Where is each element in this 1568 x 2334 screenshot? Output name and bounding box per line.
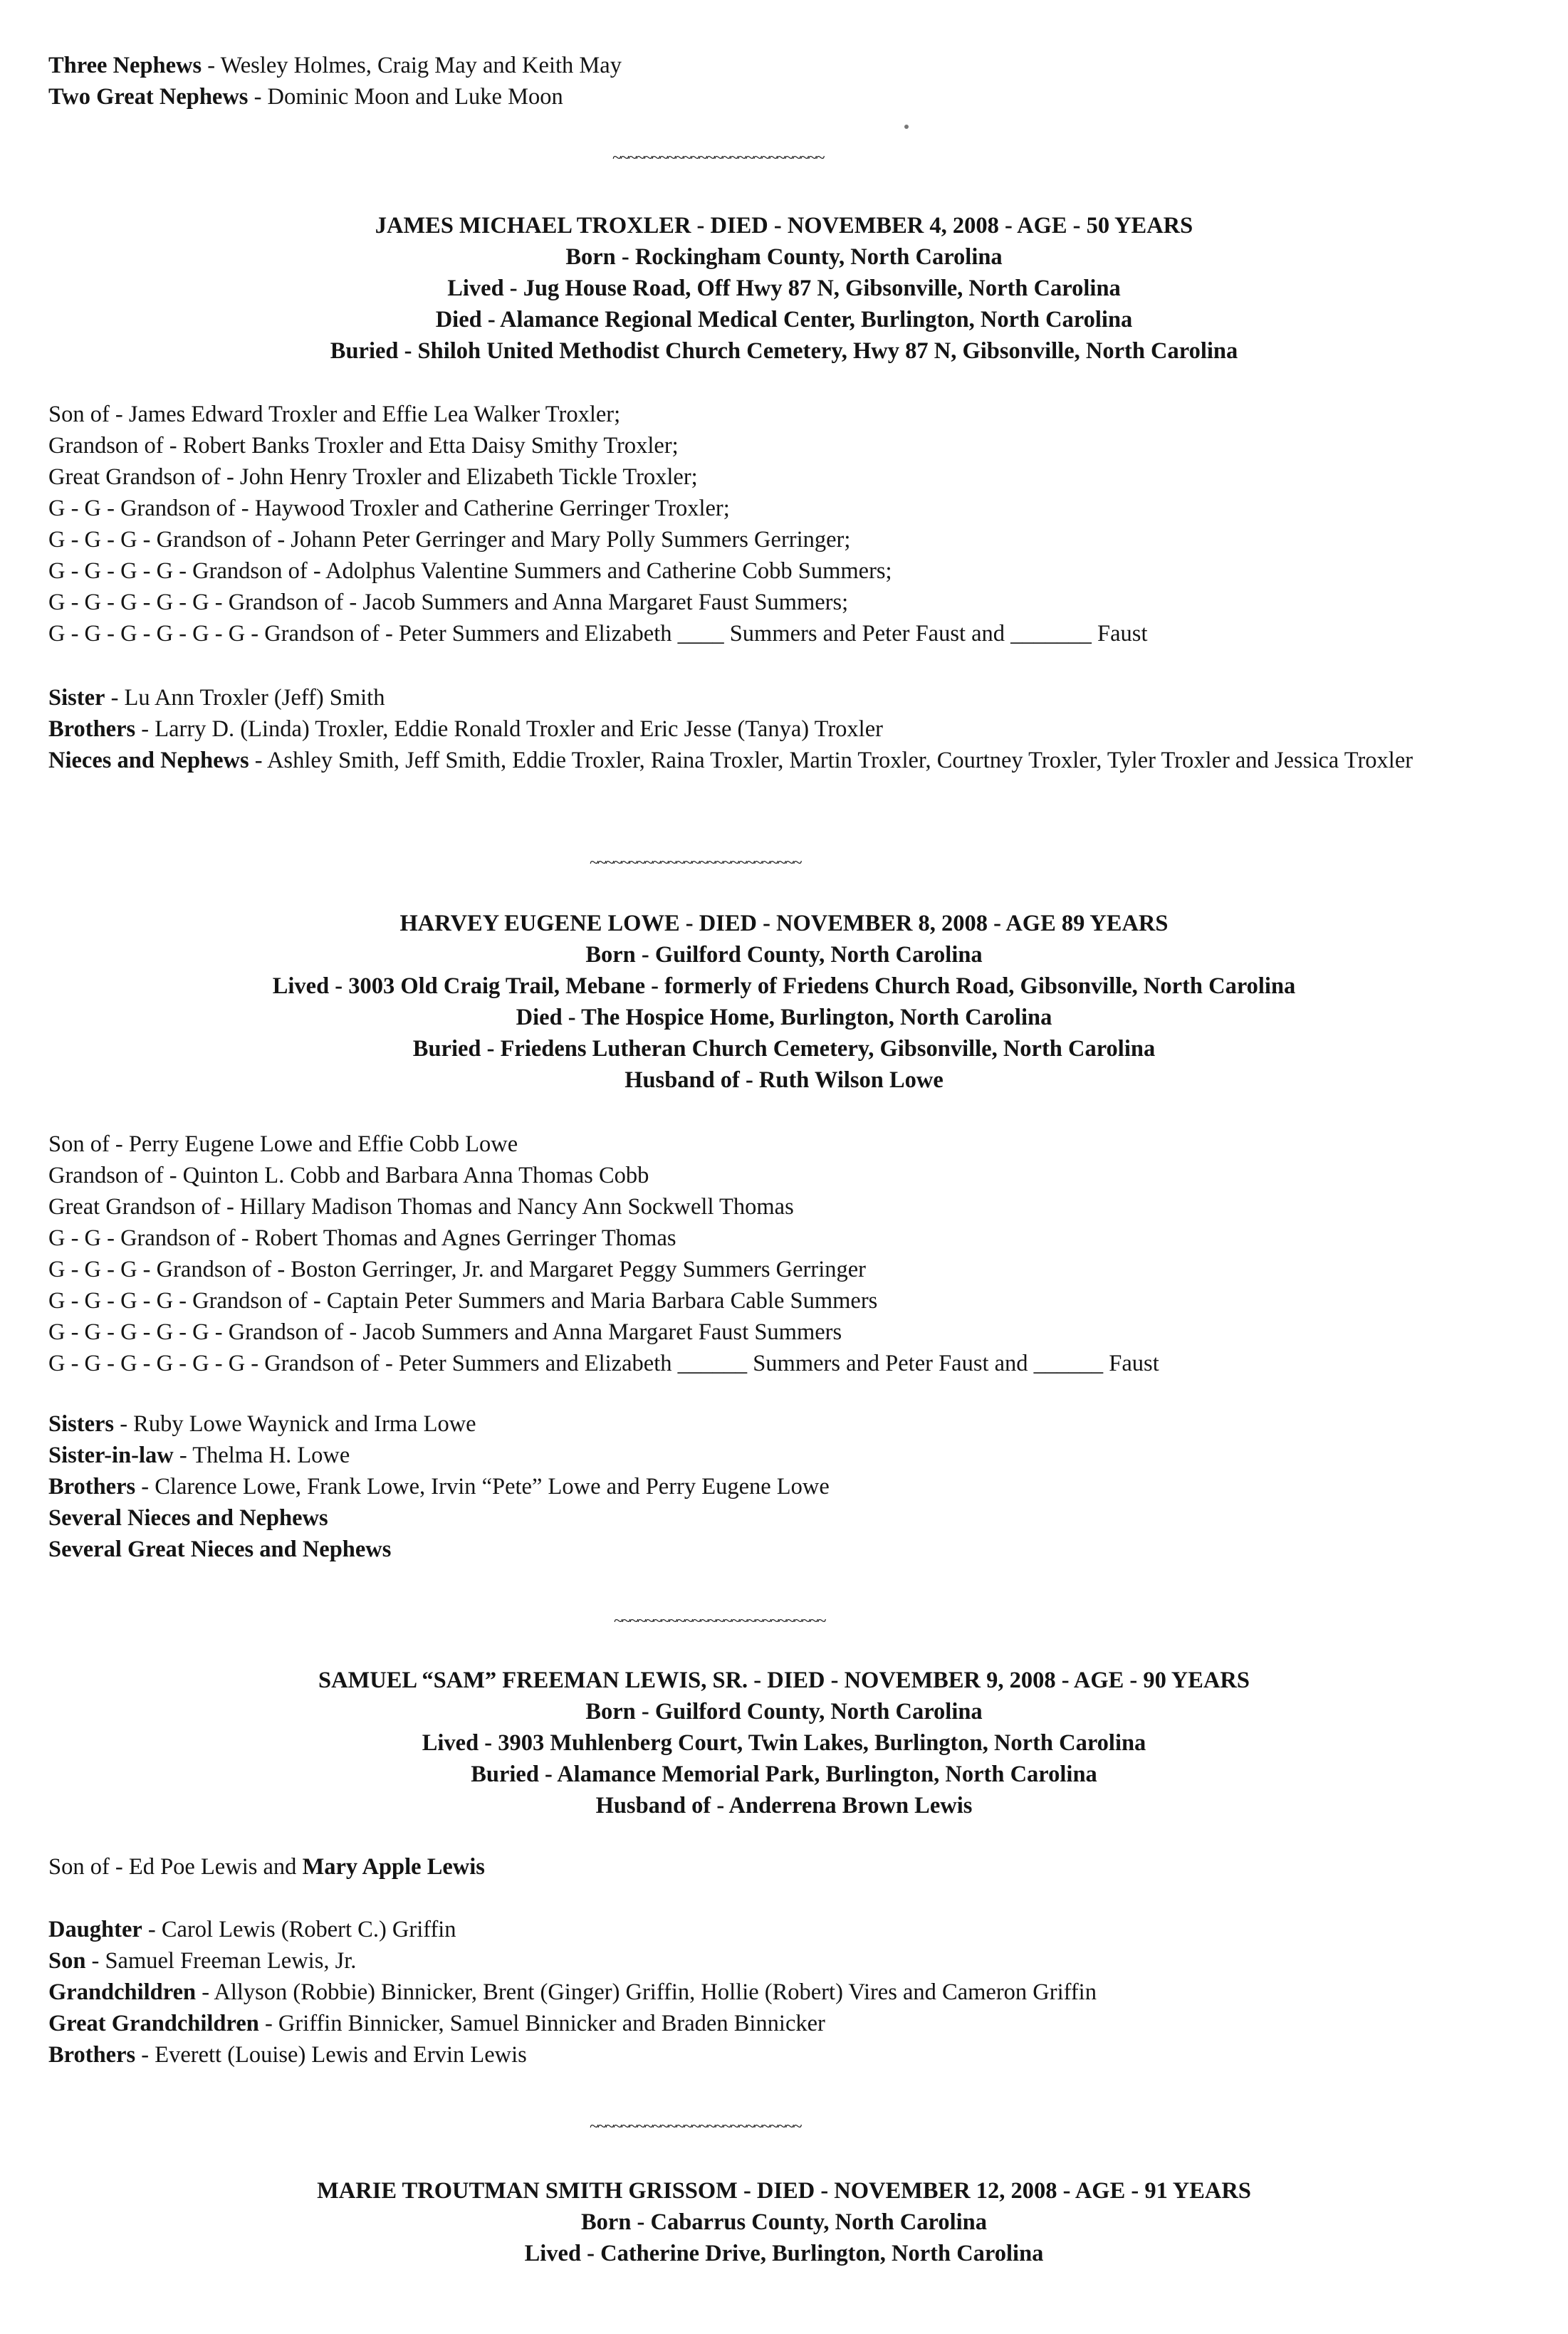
lived-line: Lived - Jug House Road, Off Hwy 87 N, Gibsonville, North Carolina <box>447 276 1121 301</box>
husband-line: Husband of - Anderrena Brown Lewis <box>595 1793 973 1818</box>
family-line <box>48 1502 1530 1534</box>
relation-label: Grandchildren <box>48 1979 197 2005</box>
born-line: Born - Guilford County, North Carolina <box>585 1699 983 1725</box>
lineage-line: Great Grandson of - Hillary Madison Thomas and Nancy Ann Sockwell Thomas <box>48 1194 794 1220</box>
troxler-lineage <box>48 399 1530 649</box>
lineage-line: Grandson of - Quinton L. Cobb and Barbara Anna Thomas Cobb <box>48 1163 649 1188</box>
relation-label: Sister <box>48 685 105 711</box>
lineage-line: Son of - Ed Poe Lewis and Mary Apple Lewis <box>48 1854 485 1880</box>
family-line: Sister - Lu Ann Troxler (Jeff) Smith <box>48 685 385 711</box>
relation-label: Daughter <box>48 1917 142 1942</box>
family-line: Grandchildren - Allyson (Robbie) Binnicker, Brent (Ginger) Griffin, Hollie (Robert) Vires and Cameron Griffin <box>48 1979 1097 2005</box>
died-line: Died - Alamance Regional Medical Center, Burlington, North Carolina <box>435 307 1133 333</box>
relation-label: Nieces and Nephews <box>48 748 249 773</box>
troxler-family <box>48 682 1530 776</box>
relation-label: Brothers <box>48 716 136 742</box>
troxler-header-block <box>0 210 1568 367</box>
husband-line: Husband of - Ruth Wilson Lowe <box>624 1067 944 1093</box>
lineage-line: G - G - Grandson of - Robert Thomas and Agnes Gerringer Thomas <box>48 1225 676 1251</box>
family-line <box>48 1534 1530 1565</box>
lineage-line: G - G - G - G - Grandson of - Captain Peter Summers and Maria Barbara Cable Summers <box>48 1288 878 1314</box>
lineage-line: G - G - G - G - Grandson of - Adolphus Valentine Summers and Catherine Cobb Summers; <box>48 558 892 584</box>
relation-label: Two Great Nephews <box>48 84 249 110</box>
family-line: Daughter - Carol Lewis (Robert C.) Griffin <box>48 1917 456 1942</box>
buried-line: Buried - Friedens Lutheran Church Cemetery, Gibsonville, North Carolina <box>412 1036 1156 1062</box>
relation-label: Several Great Nieces and Nephews <box>48 1537 392 1562</box>
lewis-header-block <box>0 1665 1568 1821</box>
lewis-family <box>48 1914 1530 2071</box>
family-line: Nieces and Nephews - Ashley Smith, Jeff Smith, Eddie Troxler, Raina Troxler, Martin Troxler, Courtney Troxler, Tyler Troxler and Jessica Troxler <box>48 748 1413 773</box>
divider: ~~~~~~~~~~~~~~~~~~~~~~~~~~~ <box>612 149 824 167</box>
obituary-heading: MARIE TROUTMAN SMITH GRISSOM - DIED - NOVEMBER 12, 2008 - AGE - 91 YEARS <box>317 2178 1251 2204</box>
lineage-line: Son of - Perry Eugene Lowe and Effie Cobb Lowe <box>48 1131 518 1157</box>
buried-line: Buried - Alamance Memorial Park, Burlington, North Carolina <box>471 1762 1097 1787</box>
lineage-line: Great Grandson of - John Henry Troxler and Elizabeth Tickle Troxler; <box>48 464 698 490</box>
family-line: Great Grandchildren - Griffin Binnicker, Samuel Binnicker and Braden Binnicker <box>48 2011 825 2036</box>
scan-speck <box>904 125 909 129</box>
relation-label: Brothers <box>48 1474 136 1500</box>
buried-line: Buried - Shiloh United Methodist Church Cemetery, Hwy 87 N, Gibsonville, North Carolina <box>330 338 1238 364</box>
divider: ~~~~~~~~~~~~~~~~~~~~~~~~~~~ <box>590 2118 801 2136</box>
relation-label: Sisters <box>48 1411 115 1437</box>
relation-label: Son <box>48 1948 86 1974</box>
family-line: Son - Samuel Freeman Lewis, Jr. <box>48 1948 357 1974</box>
lowe-header-block <box>0 908 1568 1096</box>
lineage-line: Son of - James Edward Troxler and Effie Lea Walker Troxler; <box>48 402 621 427</box>
relation-label: Sister-in-law <box>48 1443 174 1468</box>
died-line: Died - The Hospice Home, Burlington, North Carolina <box>516 1005 1052 1030</box>
obituary-heading: HARVEY EUGENE LOWE - DIED - NOVEMBER 8, 2008 - AGE 89 YEARS <box>399 911 1169 936</box>
lineage-line: G - G - G - G - G - G - Grandson of - Peter Summers and Elizabeth ____ Summers and Peter Faust and _______ Faust <box>48 621 1148 647</box>
lowe-family <box>48 1408 1530 1565</box>
lineage-line: G - G - G - G - G - G - Grandson of - Peter Summers and Elizabeth ______ Summers and Peter Faust and ______ Faust <box>48 1351 1159 1376</box>
lived-line: Lived - 3003 Old Craig Trail, Mebane - formerly of Friedens Church Road, Gibsonville, North Carolina <box>272 973 1296 999</box>
lewis-lineage <box>48 1851 1530 1883</box>
born-line: Born - Cabarrus County, North Carolina <box>580 2209 987 2235</box>
lineage-line: G - G - G - Grandson of - Johann Peter Gerringer and Mary Polly Summers Gerringer; <box>48 527 851 553</box>
lived-line: Lived - Catherine Drive, Burlington, North Carolina <box>524 2241 1044 2266</box>
family-line: Brothers - Clarence Lowe, Frank Lowe, Irvin “Pete” Lowe and Perry Eugene Lowe <box>48 1474 830 1500</box>
obituary-heading: JAMES MICHAEL TROXLER - DIED - NOVEMBER 4, 2008 - AGE - 50 YEARS <box>375 213 1193 239</box>
family-line: Brothers - Larry D. (Linda) Troxler, Eddie Ronald Troxler and Eric Jesse (Tanya) Troxler <box>48 716 883 742</box>
family-line: Sister-in-law - Thelma H. Lowe <box>48 1443 350 1468</box>
lineage-line: G - G - G - Grandson of - Boston Gerringer, Jr. and Margaret Peggy Summers Gerringer <box>48 1257 866 1282</box>
family-line: Three Nephews - Wesley Holmes, Craig May and Keith May <box>48 53 622 78</box>
born-line: Born - Rockingham County, North Carolina <box>565 244 1003 270</box>
lineage-line: G - G - G - G - G - Grandson of - Jacob Summers and Anna Margaret Faust Summers <box>48 1319 842 1345</box>
relation-label: Three Nephews <box>48 53 202 78</box>
born-line: Born - Guilford County, North Carolina <box>585 942 983 968</box>
relation-label: Great Grandchildren <box>48 2011 259 2036</box>
relation-label: Several Nieces and Nephews <box>48 1505 328 1531</box>
lineage-line: Grandson of - Robert Banks Troxler and Etta Daisy Smithy Troxler; <box>48 433 679 459</box>
obituary-heading: SAMUEL “SAM” FREEMAN LEWIS, SR. - DIED - NOVEMBER 9, 2008 - AGE - 90 YEARS <box>318 1668 1250 1693</box>
top-family-block <box>48 50 1530 112</box>
divider: ~~~~~~~~~~~~~~~~~~~~~~~~~~~ <box>590 854 801 872</box>
family-line: Brothers - Everett (Louise) Lewis and Ervin Lewis <box>48 2042 527 2068</box>
lowe-lineage <box>48 1129 1530 1379</box>
lineage-line: G - G - G - G - G - Grandson of - Jacob Summers and Anna Margaret Faust Summers; <box>48 590 849 615</box>
family-line: Two Great Nephews - Dominic Moon and Luke Moon <box>48 84 563 110</box>
family-line: Sisters - Ruby Lowe Waynick and Irma Lowe <box>48 1411 476 1437</box>
lineage-line: G - G - Grandson of - Haywood Troxler and Catherine Gerringer Troxler; <box>48 496 730 521</box>
divider: ~~~~~~~~~~~~~~~~~~~~~~~~~~~ <box>614 1612 825 1631</box>
lived-line: Lived - 3903 Muhlenberg Court, Twin Lakes, Burlington, North Carolina <box>422 1730 1146 1756</box>
relation-label: Brothers <box>48 2042 136 2068</box>
grissom-header-block <box>0 2175 1568 2269</box>
